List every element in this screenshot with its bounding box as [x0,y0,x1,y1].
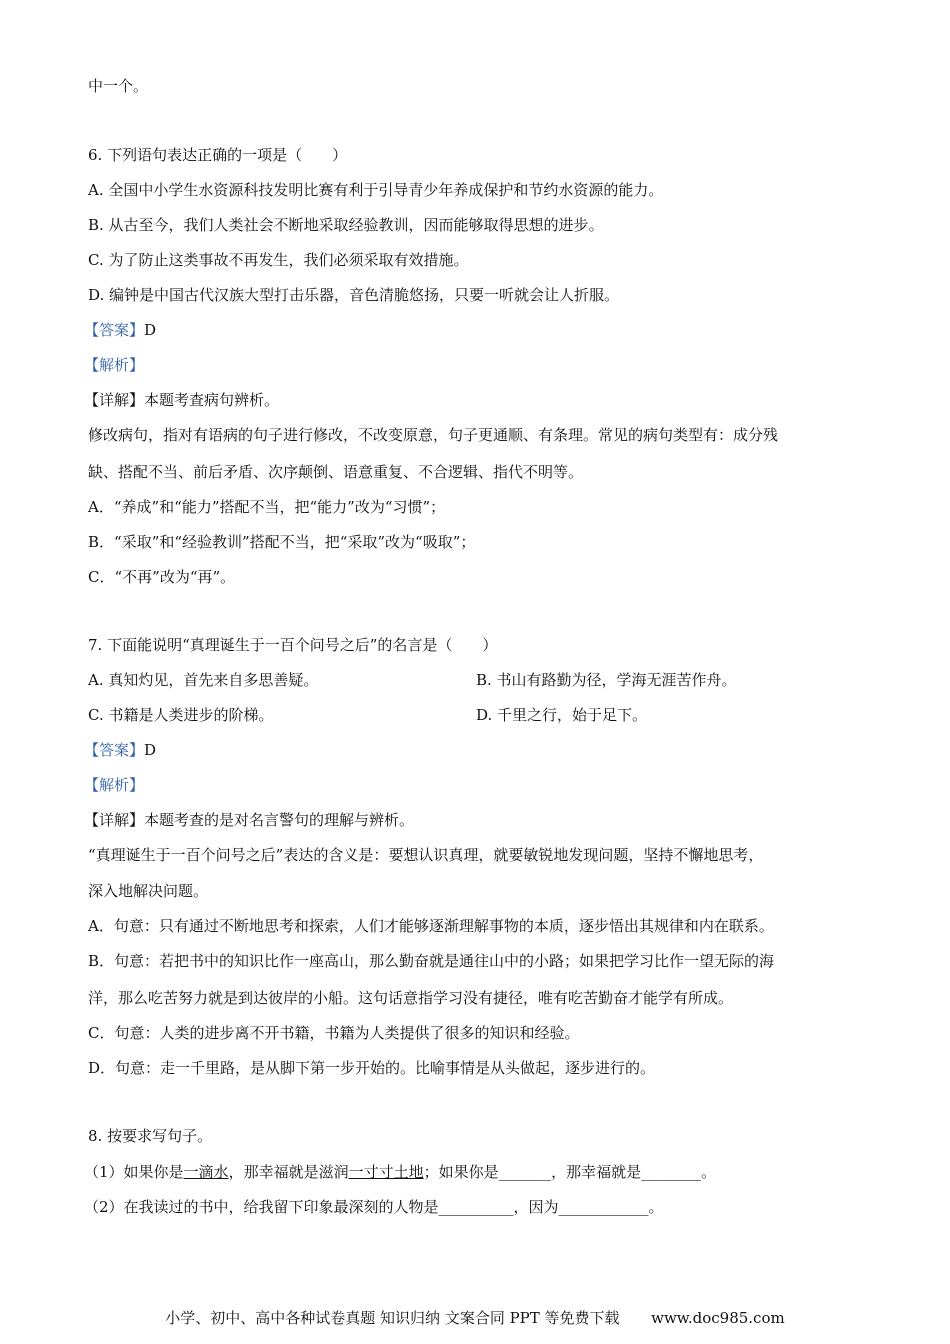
q6-explain-1: 修改病句，指对有语病的句子进行修改，不改变原意，句子更通顺、有条理。常见的病句类型有：成分残 [88,426,779,444]
q6-answer [84,320,156,340]
top-fragment: 中一个。 [88,77,149,95]
q8-s1-mid: ，那幸福就是滋润 [228,1163,349,1181]
q8-s1-underline-1: 一滴水 [183,1163,229,1181]
q6-note-c: C．“不再”改为“再”。 [88,568,236,586]
q7-option-b: B. 书山有路勤为径，学海无涯苦作舟。 [476,671,737,689]
q6-answer-tag: 【答案】 [84,321,145,339]
q6-analysis-tag: 【解析】 [84,356,145,374]
q6-stem: 6. 下列语句表达正确的一项是（ ） [88,146,348,164]
q6-explain-2: 缺、搭配不当、前后矛盾、次序颠倒、语意重复、不合逻辑、指代不明等。 [88,463,584,481]
q7-answer-value: D [144,741,157,759]
q6-answer-value: D [144,321,157,339]
q6-note-b: B．“采取”和“经验教训”搭配不当，把“采取”改为“吸取”； [88,533,476,551]
q6-option-c: C. 为了防止这类事故不再发生，我们必须采取有效措施。 [88,251,469,269]
q7-note-d: D．句意：走一千里路，是从脚下第一步开始的。比喻事情是从头做起，逐步进行的。 [88,1059,656,1077]
q7-meaning-2: 深入地解决问题。 [88,882,209,900]
q6-note-a: A．“养成”和“能力”搭配不当，把“能力”改为“习惯”； [88,498,446,516]
q8-s1-underline-2: 一寸寸土地 [348,1163,424,1181]
q7-answer-tag: 【答案】 [84,741,145,759]
q7-analysis-tag: 【解析】 [84,776,145,794]
q6-option-d: D. 编钟是中国古代汉族大型打击乐器，音色清脆悠扬，只要一听就会让人折服。 [88,286,620,304]
footer-text: 小学、初中、高中各种试卷真题 知识归纳 文案合同 PPT 等免费下载 [165,1309,620,1327]
q8-s1-prefix: （1）如果你是 [84,1163,184,1181]
q8-sentence-2: （2）在我读过的书中，给我留下印象最深刻的人物是__________，因为____________。 [84,1198,664,1216]
q8-sentence-1 [84,1162,716,1182]
footer-site: www.doc985.com [651,1309,785,1327]
q7-note-b2: 洋，那么吃苦努力就是到达彼岸的小船。这句话意指学习没有捷径，唯有吃苦勤奋才能学有所成。 [88,989,734,1007]
q7-option-d: D. 千里之行，始于足下。 [476,706,648,724]
q7-answer [84,740,156,760]
q7-detail: 【详解】本题考查的是对名言警句的理解与辨析。 [84,811,415,829]
q6-option-b: B. 从古至今，我们人类社会不断地采取经验教训，因而能够取得思想的进步。 [88,216,604,234]
q7-option-a: A. 真知灼见，首先来自多思善疑。 [88,671,319,689]
q7-note-c: C．句意：人类的进步离不开书籍，书籍为人类提供了很多的知识和经验。 [88,1024,580,1042]
q7-stem: 7. 下面能说明“真理诞生于一百个问号之后”的名言是（ ） [88,636,498,654]
q7-note-b1: B．句意：若把书中的知识比作一座高山，那么勤奋就是通往山中的小路；如果把学习比作一望无际的海 [88,952,775,970]
q8-stem: 8. 按要求写句子。 [88,1127,213,1145]
q6-detail: 【详解】本题考查病句辨析。 [84,391,280,409]
q7-meaning-1: “真理诞生于一百个问号之后”表达的含义是：要想认识真理，就要敏锐地发现问题，坚持不懈地思考， [88,846,764,864]
q7-option-c: C. 书籍是人类进步的阶梯。 [88,706,274,724]
q7-note-a: A．句意：只有通过不断地思考和探索，人们才能够逐渐理解事物的本质，逐步悟出其规律和内在联系。 [88,917,774,935]
q6-option-a: A. 全国中小学生水资源科技发明比赛有利于引导青少年养成保护和节约水资源的能力。 [88,181,664,199]
q8-s1-rest: ；如果你是_______，那幸福就是________。 [423,1163,717,1181]
page-footer [0,1308,950,1328]
